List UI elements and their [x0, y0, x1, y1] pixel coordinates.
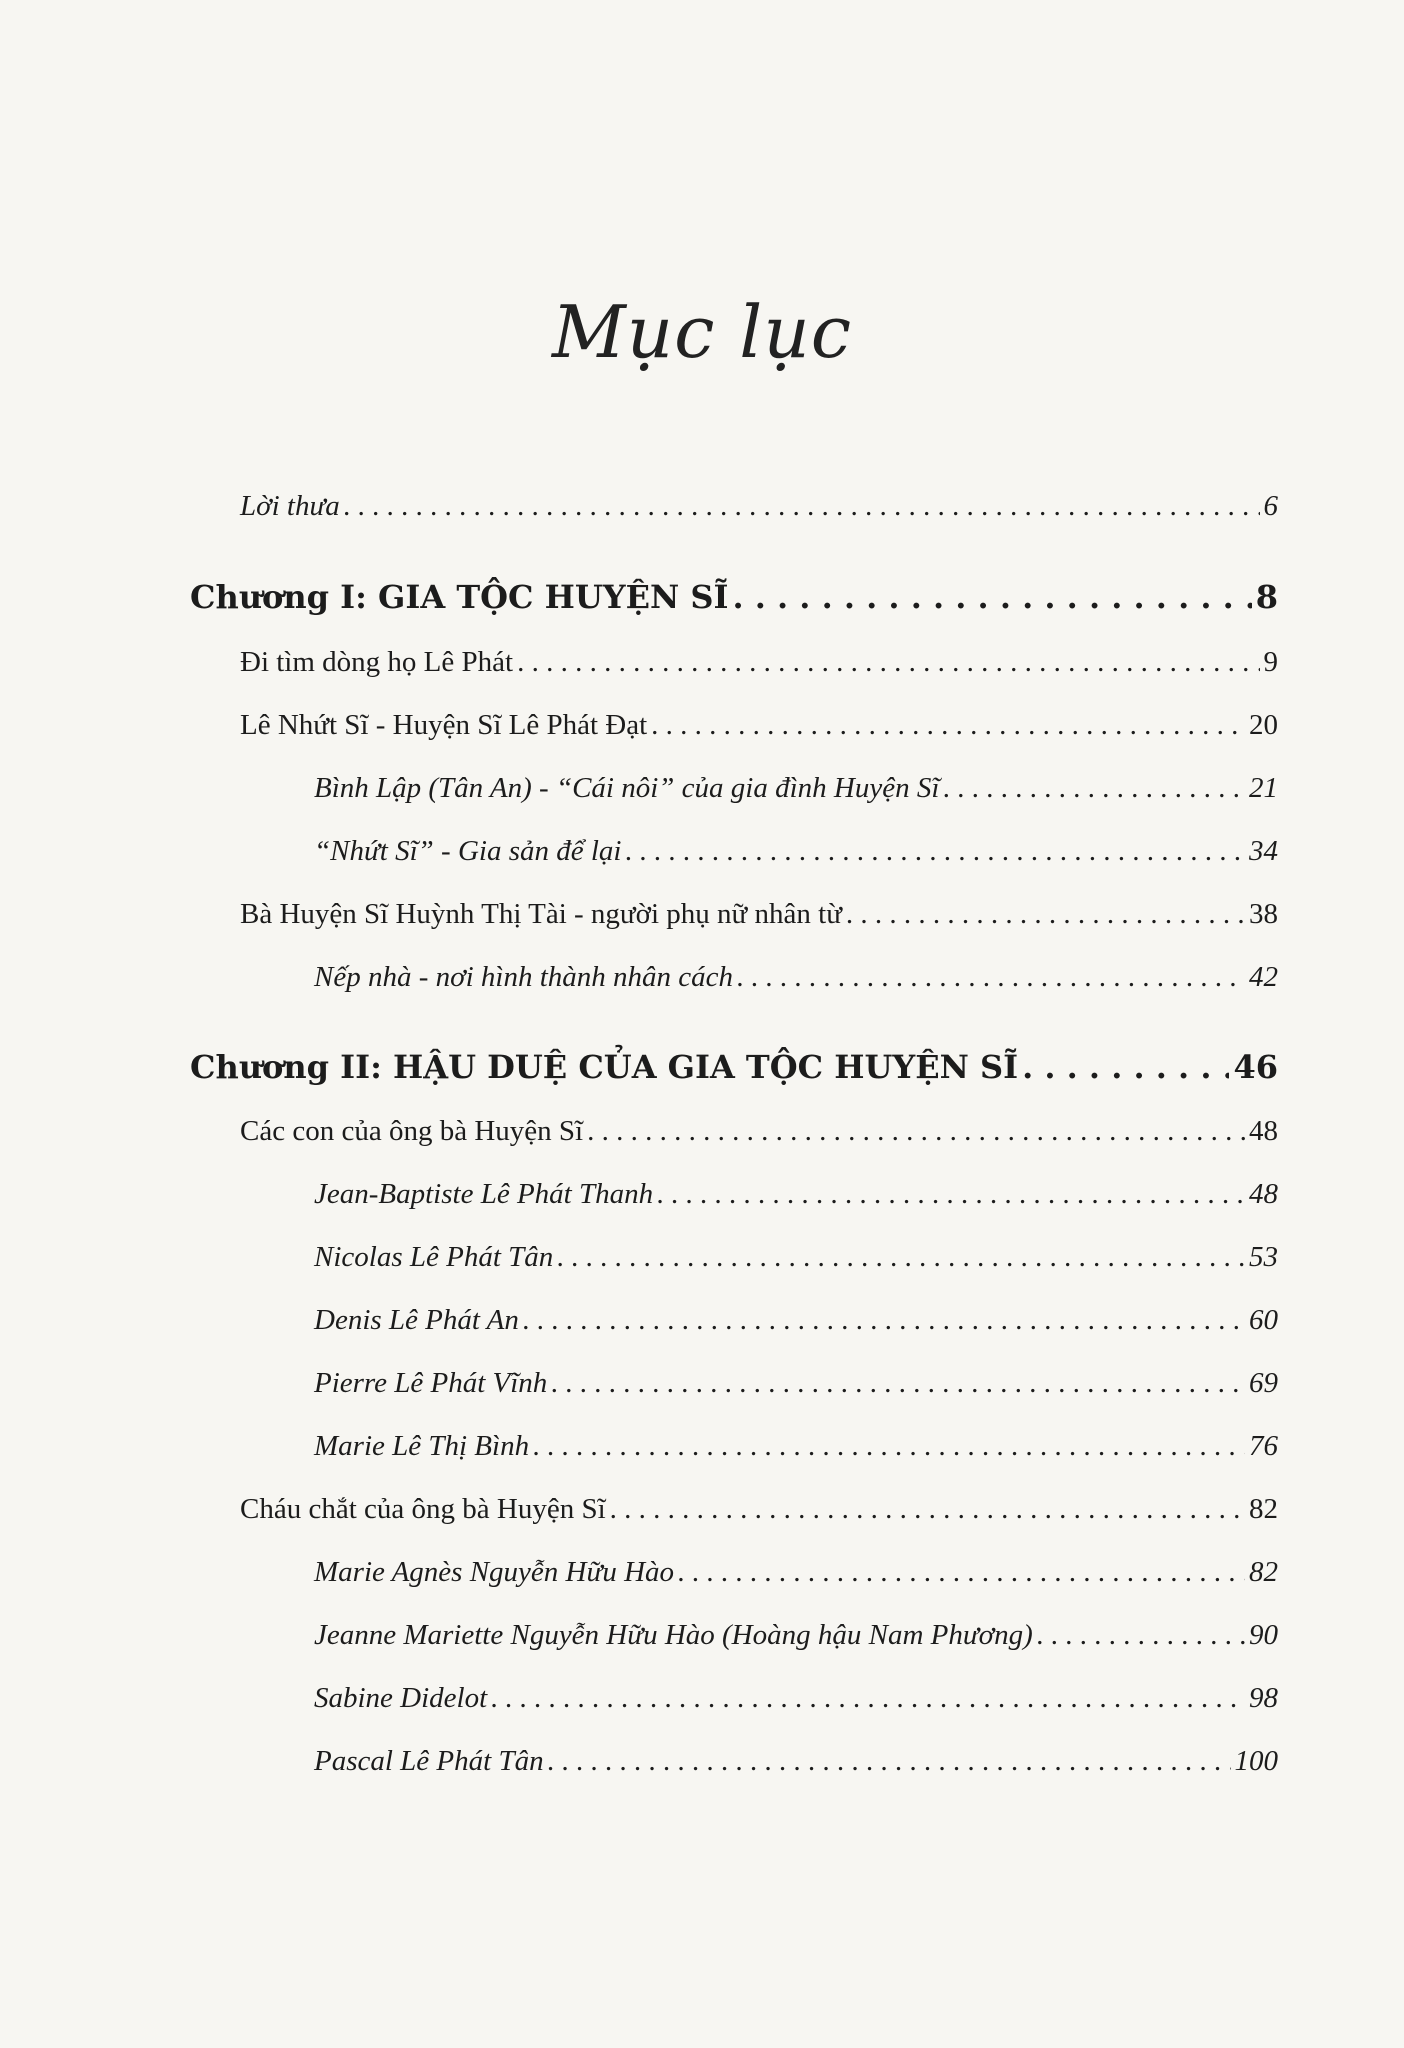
toc-entry-subsection[interactable] [314, 1682, 1278, 1715]
toc-entry-label: Sabine Didelot [314, 1682, 488, 1714]
toc-page-number: 90 [1249, 1619, 1278, 1651]
toc-entry-section[interactable] [240, 1493, 1278, 1526]
dot-leader [846, 898, 1245, 931]
toc-entry-subsection[interactable] [314, 1367, 1278, 1400]
toc-page-number: 53 [1249, 1241, 1278, 1273]
toc-page-number: 21 [1249, 772, 1278, 804]
dot-leader [548, 1745, 1231, 1778]
dot-leader [551, 1367, 1245, 1400]
toc-page-number: 8 [1255, 578, 1278, 616]
dot-leader [610, 1493, 1245, 1526]
dot-leader [344, 490, 1260, 523]
toc-page-number: 98 [1249, 1682, 1278, 1714]
toc-entry-label: Bình Lập (Tân An) - “Cái nôi” của gia đình Huyện Sĩ [314, 772, 940, 804]
toc-page-number: 6 [1263, 490, 1278, 522]
toc-entry-label: Marie Lê Thị Bình [314, 1430, 530, 1462]
page-title: Mục lục [551, 290, 853, 374]
toc-page-number: 9 [1263, 646, 1278, 678]
toc-entry-label: “Nhứt Sĩ” - Gia sản để lại [314, 835, 622, 867]
toc-entry-section[interactable] [240, 709, 1278, 742]
toc-entry-subsection[interactable] [314, 961, 1278, 994]
toc-page-number: 69 [1249, 1367, 1278, 1399]
dot-leader [533, 1430, 1245, 1463]
toc-entry-subsection[interactable] [314, 1619, 1278, 1652]
toc-entry-subsection[interactable] [314, 1178, 1278, 1211]
toc-entry-label: Lê Nhứt Sĩ - Huyện Sĩ Lê Phát Đạt [240, 709, 648, 741]
dot-leader [523, 1304, 1245, 1337]
toc-entry-label: Pascal Lê Phát Tân [314, 1745, 544, 1777]
toc-entry-label: Nicolas Lê Phát Tân [314, 1241, 554, 1273]
toc-entry-subsection[interactable] [314, 1745, 1278, 1778]
toc-entry-section[interactable] [240, 1115, 1278, 1148]
toc-entry-label: Denis Lê Phát An [314, 1304, 519, 1336]
toc-page-number: 46 [1233, 1048, 1278, 1086]
toc-entry-subsection[interactable] [314, 1241, 1278, 1274]
dot-leader [651, 709, 1245, 742]
toc-entry-label: Pierre Lê Phát Vĩnh [314, 1367, 548, 1399]
dot-leader [1037, 1619, 1245, 1652]
toc-entry-subsection[interactable] [314, 1556, 1278, 1589]
toc-entry-label: Jean-Baptiste Lê Phát Thanh [314, 1178, 654, 1210]
dot-leader [587, 1115, 1245, 1148]
toc-entry-label: Marie Agnès Nguyễn Hữu Hào [314, 1556, 675, 1588]
dot-leader [517, 646, 1259, 679]
toc-entry-section[interactable] [240, 646, 1278, 679]
toc-entry-label: Các con của ông bà Huyện Sĩ [240, 1115, 584, 1147]
toc-entry-label: Đi tìm dòng họ Lê Phát [240, 646, 514, 678]
toc-page-number: 82 [1249, 1556, 1278, 1588]
toc-page-number: 20 [1249, 709, 1278, 741]
toc-page-number: 48 [1249, 1115, 1278, 1147]
dot-leader [737, 961, 1245, 994]
toc-chapter-label: Chương II: HẬU DUỆ CỦA GIA TỘC HUYỆN SĨ [190, 1048, 1019, 1086]
toc-entry-subsection[interactable] [314, 1304, 1278, 1337]
dot-leader [943, 772, 1245, 805]
toc-chapter-2[interactable] [190, 1048, 1278, 1086]
toc-chapter-1[interactable] [190, 578, 1278, 616]
dot-leader [491, 1682, 1245, 1715]
toc-entry-label: Nếp nhà - nơi hình thành nhân cách [314, 961, 734, 993]
toc-chapter-label: Chương I: GIA TỘC HUYỆN SĨ [190, 578, 729, 616]
toc-entry-label: Jeanne Mariette Nguyễn Hữu Hào (Hoàng hậu Nam Phương) [314, 1619, 1033, 1651]
toc-entry-label: Lời thưa [240, 490, 340, 522]
toc-page-number: 42 [1249, 961, 1278, 993]
toc-entry-subsection[interactable] [314, 1430, 1278, 1463]
toc-entry-foreword[interactable] [240, 490, 1278, 523]
toc-entry-subsection[interactable] [314, 772, 1278, 805]
dot-leader [657, 1178, 1245, 1211]
toc-entry-subsection[interactable] [314, 835, 1278, 868]
toc-page-number: 82 [1249, 1493, 1278, 1525]
dot-leader [1022, 1048, 1229, 1086]
toc-entry-label: Bà Huyện Sĩ Huỳnh Thị Tài - người phụ nữ nhân từ [240, 898, 842, 930]
toc-page-number: 34 [1249, 835, 1278, 867]
dot-leader [732, 578, 1251, 616]
dot-leader [678, 1556, 1245, 1589]
toc-entry-section[interactable] [240, 898, 1278, 931]
toc-page-number: 38 [1249, 898, 1278, 930]
toc-page-number: 100 [1234, 1745, 1278, 1777]
toc-page-number: 60 [1249, 1304, 1278, 1336]
toc-page-number: 76 [1249, 1430, 1278, 1462]
dot-leader [557, 1241, 1245, 1274]
toc-page-number: 48 [1249, 1178, 1278, 1210]
toc-entry-label: Cháu chắt của ông bà Huyện Sĩ [240, 1493, 606, 1525]
dot-leader [625, 835, 1245, 868]
